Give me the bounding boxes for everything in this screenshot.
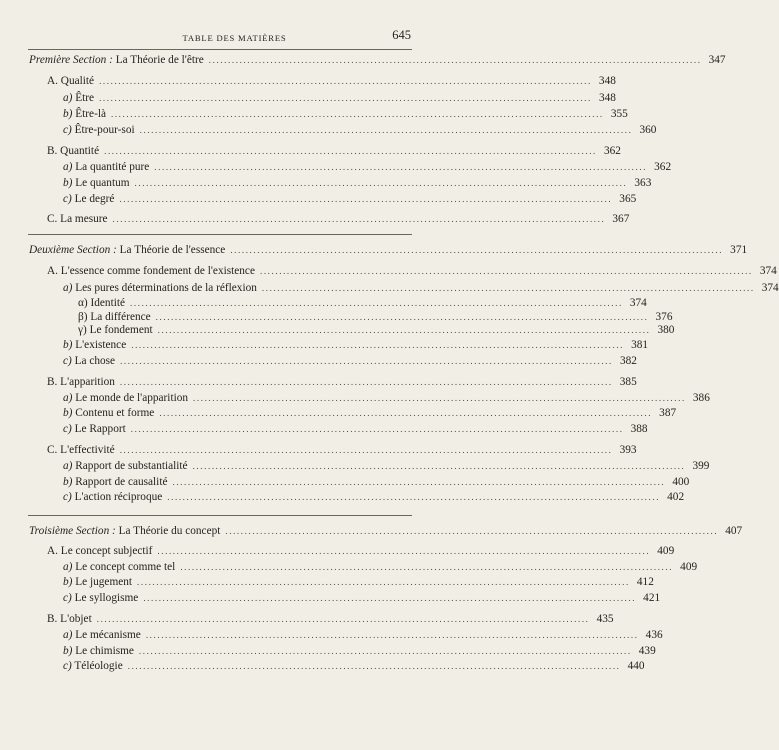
toc-entry-chapter[interactable] [0,75,616,90]
entry-title: β) La différence [78,311,151,323]
entry-page-number: 367 [612,213,630,225]
item-letter: b) [63,339,73,351]
entry-page-number: 355 [610,108,628,120]
entry-title: Le jugement [75,576,133,588]
toc-entry-chapter[interactable] [0,213,630,228]
entry-title: C. La mesure [47,213,108,225]
item-letter: c) [63,660,72,672]
entry-title: Le mécanisme [75,629,141,641]
toc-entry-chapter[interactable] [0,145,621,160]
entry-title: γ) Le fondement [78,324,153,336]
toc-entry-subchapter[interactable] [0,629,663,644]
dot-leader: ................................................................................................................................ [145,630,639,640]
section-lead: Troisième Section : [29,525,116,537]
dot-leader: ................................................................................................................................ [130,298,623,308]
entry-title: A. Le concept subjectif [47,545,153,557]
entry-page-number: 435 [596,613,614,625]
entry-title: La Théorie du concept [118,525,221,537]
item-letter: a) [63,392,73,404]
section-rule [28,234,412,235]
item-letter: c) [63,355,72,367]
dot-leader: ................................................................................................................................ [155,312,649,322]
entry-page-number: 409 [657,545,675,557]
entry-page-number: 376 [655,311,673,323]
entry-title: C. L'effectivité [47,444,115,456]
toc-entry-section[interactable] [0,244,748,259]
entry-page-number: 374 [761,282,779,294]
toc-entry-subchapter[interactable] [0,339,649,354]
item-letter: c) [63,491,72,503]
entry-page-number: 348 [598,75,616,87]
item-letter: b) [63,576,73,588]
entry-page-number: 382 [619,355,637,367]
entry-page-number: 374 [629,297,647,309]
entry-page-number: 393 [619,444,637,456]
item-letter: a) [63,561,73,573]
entry-page-number: 407 [725,525,743,537]
entry-page-number: 421 [643,592,661,604]
toc-entry-subchapter[interactable] [0,576,654,591]
entry-title: Téléologie [74,660,123,672]
dot-leader: ................................................................................................................................ [119,445,613,455]
dot-leader: ................................................................................................................................ [139,125,633,135]
entry-page-number: 399 [692,460,710,472]
entry-page-number: 371 [730,244,748,256]
dot-leader: ................................................................................................................................ [119,194,613,204]
toc-entry-subchapter[interactable] [0,177,652,192]
entry-page-number: 348 [598,92,616,104]
item-letter: a) [63,460,73,472]
entry-page-number: 360 [639,124,657,136]
item-letter: c) [63,592,72,604]
toc-entry-subchapter[interactable] [0,592,661,607]
toc-entry-subchapter[interactable] [0,645,656,660]
dot-leader: ................................................................................................................................ [192,461,686,471]
section-lead: Première Section : [29,54,113,66]
entry-title: Contenu et forme [75,407,155,419]
entry-page-number: 380 [657,324,675,336]
dot-leader: ................................................................................................................................ [167,492,661,502]
toc-entry-chapter[interactable] [0,545,675,560]
entry-page-number: 374 [759,265,777,277]
entry-title: Le chimisme [75,645,134,657]
toc-entry-subchapter[interactable] [0,124,657,139]
header-rule [28,49,412,50]
item-letter: a) [63,629,73,641]
toc-entry-subchapter[interactable] [0,392,710,407]
item-letter: c) [63,124,72,136]
toc-entry-section[interactable] [0,54,726,69]
toc-entry-subchapter[interactable] [0,92,616,107]
dot-leader: ................................................................................................................................ [259,266,753,276]
dot-leader: ................................................................................................................................ [104,146,597,156]
entry-page-number: 365 [619,193,637,205]
item-letter: b) [63,476,73,488]
entry-page-number: 362 [654,161,672,173]
dot-leader: ................................................................................................................................ [119,377,613,387]
dot-leader: ................................................................................................................................ [172,477,666,487]
entry-title: B. L'apparition [47,376,115,388]
entry-page-number: 440 [627,660,645,672]
toc-entry-subchapter[interactable] [0,193,637,208]
entry-title: La chose [74,355,116,367]
toc-entry-chapter[interactable] [0,265,777,280]
entry-title: L'existence [75,339,127,351]
entry-title: Être [75,92,95,104]
dot-leader: ................................................................................................................................ [230,245,724,255]
toc-entry-subchapter[interactable] [0,660,645,675]
entry-title: Rapport de causalité [75,476,168,488]
entry-title: B. Quantité [47,145,100,157]
entry-title: A. L'essence comme fondement de l'existence [47,265,255,277]
entry-title: Être-pour-soi [74,124,135,136]
dot-leader: ................................................................................................................................ [137,577,630,587]
dot-leader: ................................................................................................................................ [99,93,592,103]
item-letter: c) [63,423,72,435]
item-letter: b) [63,108,73,120]
entry-page-number: 436 [645,629,663,641]
section-lead: Deuxième Section : [29,244,117,256]
dot-leader: ................................................................................................................................ [154,162,648,172]
item-letter: a) [63,92,73,104]
dot-leader: ................................................................................................................................ [134,178,628,188]
dot-leader: ................................................................................................................................ [193,393,686,403]
toc-entry-subitem[interactable] [0,297,647,312]
toc-entry-subchapter[interactable] [0,561,698,576]
entry-page-number: 386 [692,392,710,404]
item-letter: a) [63,282,73,294]
dot-leader: ................................................................................................................................ [208,55,702,65]
entry-title: Le concept comme tel [75,561,176,573]
entry-page-number: 363 [634,177,652,189]
entry-title: B. L'objet [47,613,92,625]
entry-page-number: 381 [631,339,649,351]
entry-title: La Théorie de l'être [115,54,204,66]
item-letter: b) [63,407,73,419]
dot-leader: ................................................................................................................................ [180,562,674,572]
dot-leader: ................................................................................................................................ [96,614,590,624]
dot-leader: ................................................................................................................................ [112,214,606,224]
entry-title: L'action réciproque [74,491,163,503]
section-rule [28,515,412,516]
toc-entry-subitem[interactable] [0,324,675,339]
toc-entry-subchapter[interactable] [0,491,685,506]
dot-leader: ................................................................................................................................ [157,325,651,335]
entry-title: A. Qualité [47,75,95,87]
toc-entry-subchapter[interactable] [0,161,672,176]
toc-entry-chapter[interactable] [0,444,637,459]
entry-page-number: 388 [630,423,648,435]
entry-page-number: 385 [619,376,637,388]
dot-leader: ................................................................................................................................ [120,356,613,366]
entry-page-number: 387 [659,407,677,419]
dot-leader: ................................................................................................................................ [138,646,632,656]
dot-leader: ................................................................................................................................ [157,546,651,556]
toc-entry-section[interactable] [0,525,743,540]
dot-leader: ................................................................................................................................ [131,340,625,350]
item-letter: b) [63,177,73,189]
dot-leader: ................................................................................................................................ [159,408,653,418]
entry-page-number: 400 [672,476,690,488]
toc-entry-subchapter[interactable] [0,108,628,123]
entry-page-number: 347 [708,54,726,66]
dot-leader: ................................................................................................................................ [143,593,637,603]
item-letter: c) [63,193,72,205]
toc-entry-chapter[interactable] [0,613,614,628]
entry-title: Les pures déterminations de la réflexion [75,282,257,294]
dot-leader: ................................................................................................................................ [99,76,592,86]
toc-entry-subchapter[interactable] [0,282,779,297]
entry-title: Rapport de substantialité [75,460,188,472]
entry-page-number: 409 [680,561,698,573]
dot-leader: ................................................................................................................................ [110,109,604,119]
entry-title: La quantité pure [75,161,150,173]
item-letter: b) [63,645,73,657]
dot-leader: ................................................................................................................................ [261,283,755,293]
entry-title: Être-là [75,108,106,120]
toc-entry-subchapter[interactable] [0,476,690,491]
entry-title: Le quantum [75,177,130,189]
running-header-page-number: 645 [392,28,411,42]
running-header-title: TABLE DES MATIÈRES [182,33,287,43]
entry-title: La Théorie de l'essence [119,244,226,256]
toc-entry-subchapter[interactable] [0,423,648,438]
dot-leader: ................................................................................................................................ [225,526,719,536]
toc-entry-subchapter[interactable] [0,407,677,422]
entry-title: Le degré [74,193,115,205]
entry-title: α) Identité [78,297,126,309]
toc-entry-subchapter[interactable] [0,355,637,370]
entry-title: Le syllogisme [74,592,139,604]
entry-page-number: 439 [638,645,656,657]
entry-page-number: 402 [667,491,685,503]
dot-leader: ................................................................................................................................ [130,424,624,434]
toc-entry-chapter[interactable] [0,376,637,391]
entry-title: Le Rapport [74,423,126,435]
entry-page-number: 362 [603,145,621,157]
toc-entry-subchapter[interactable] [0,460,710,475]
item-letter: a) [63,161,73,173]
entry-page-number: 412 [636,576,654,588]
entry-title: Le monde de l'apparition [75,392,189,404]
dot-leader: ................................................................................................................................ [127,661,621,671]
